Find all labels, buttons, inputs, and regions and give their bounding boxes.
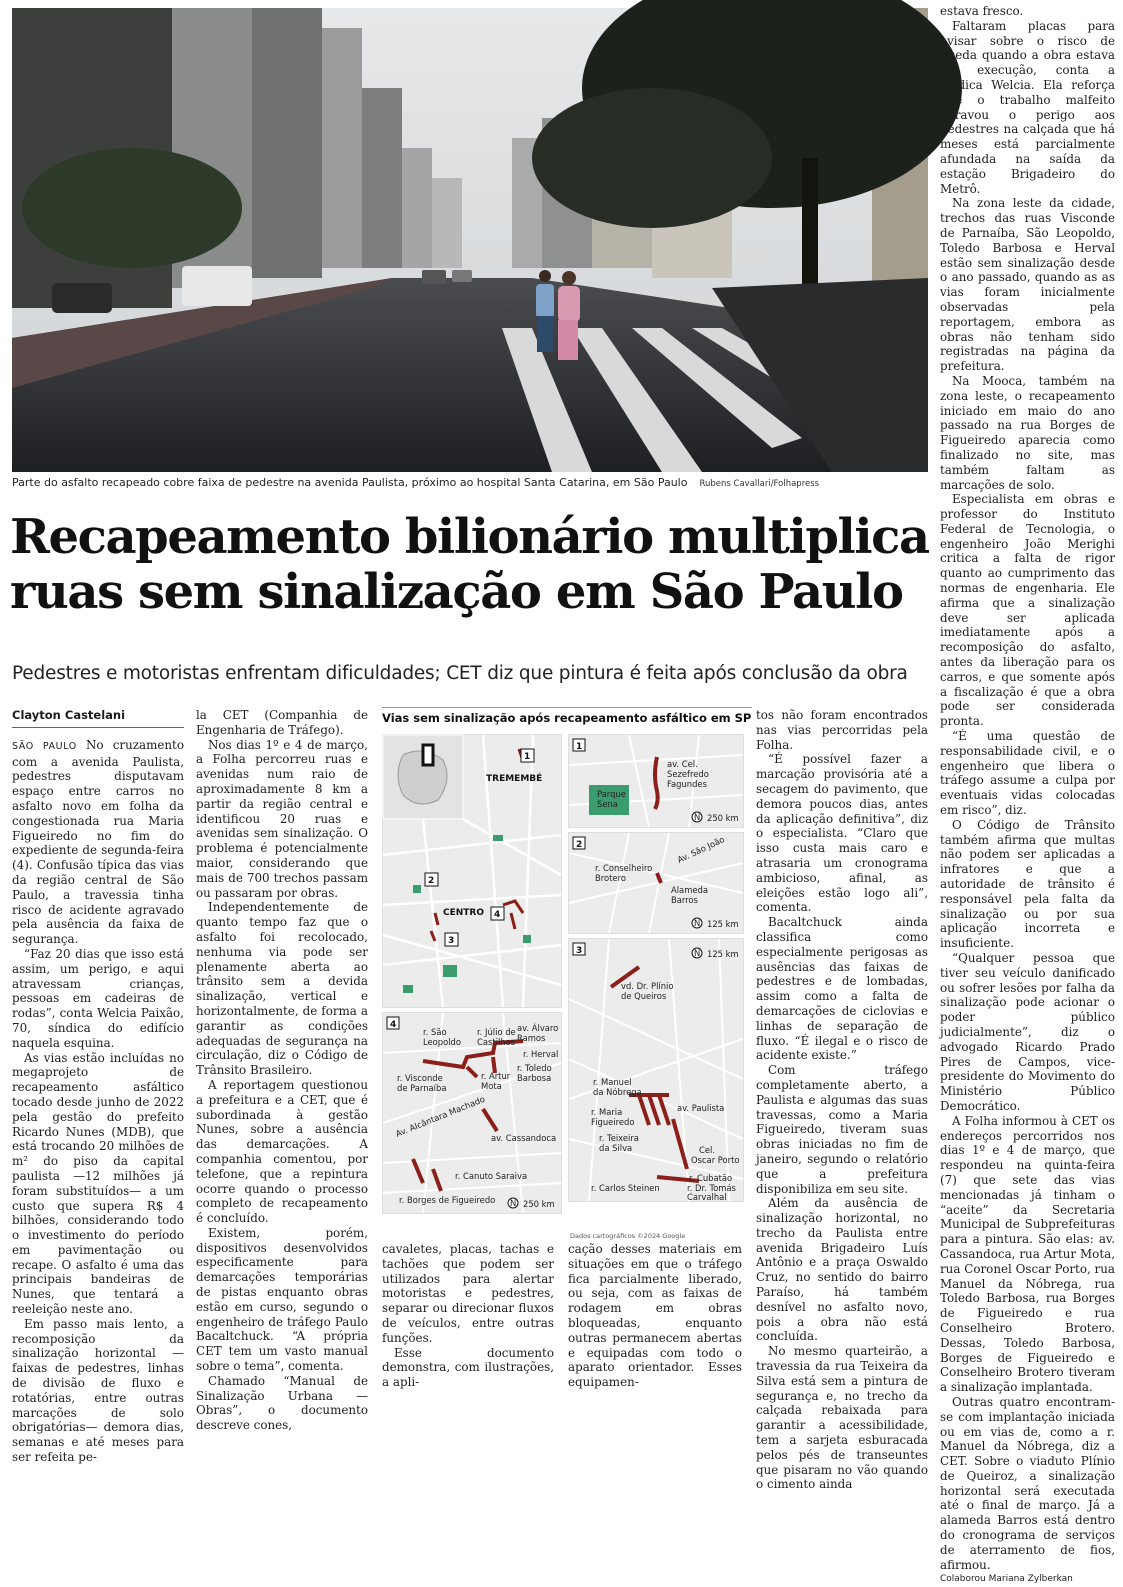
dateline: SÃO PAULO [12,740,77,752]
paragraph: estava fresco. [940,4,1024,18]
avenida-paulista-photo [12,8,928,472]
paragraph: Bacaltchuck ainda classifica como especialmente perigosas as ausências das faixas de pedestres e de lombadas, assim como a falta de demarcações de ciclovias e linhas de separação de fluxo. “É ilegal e o risco de acidente existe.” [756,915,928,1063]
overview-label-centro: CENTRO [443,908,485,918]
paragraph: Chamado “Manual de Sinalização Urbana — Obras”, o documento descreve cones, [196,1373,368,1433]
map3-c: r. Maria [591,1107,623,1117]
overview-label-tremembe: TREMEMBÉ [486,774,543,784]
map3-b: r. Manuel [593,1077,632,1087]
map3-a2: de Queiros [621,991,667,1001]
detail-map-2-drawing [569,833,743,933]
map1-number: 1 [576,742,583,752]
article-column-1 [12,708,184,1465]
article-column-3-bottom [382,1242,554,1390]
map4-b2: Castilhos [477,1037,516,1047]
map4-b: r. Júlio de [477,1027,516,1037]
map4-scale: 250 km [523,1199,555,1209]
map3-d2: da Silva [599,1143,633,1153]
map3-f2: Oscar Porto [691,1155,740,1165]
map-title-rule [382,707,752,708]
paragraph: Nos dias 1º e 4 de março, a Folha percorreu ruas e avenidas num raio de aproximadamente 8 km a partir da região central e identificou 20 ruas e avenidas sem sinalização. O problema é potencialmente maior, considerando que mais de 700 trechos passam ou passaram por obras. [196,737,368,900]
detail-map-3 [568,938,744,1202]
detail-map-2 [568,832,744,934]
byline: Clayton Castelani [12,708,184,728]
map2-scale: 125 km [707,919,739,929]
article-column-6 [940,4,1115,1585]
paragraph: tos não foram encontrados nas vias percorridas pela Folha. [756,708,928,752]
article-column-5 [756,708,928,1492]
paragraph [12,738,184,947]
paragraph: Especialista em obras e professor do Instituto Federal de Tecnologia, o engenheiro João Merighi critica a falta de rigor quanto ao cumprimento das normas de engenharia. Ele afirma que a sinalização deve ser aplicada imediatamente após a recomposição do asfalto, antes da liberação para os carros, e que somente após a fiscalização é que a obra pode ser considerada pronta. [940,492,1115,729]
paragraph: “Qualquer pessoa que tiver seu veículo danificado ou sofrer lesões por falha da sinalização pode acionar o poder público judicialmente”, diz o advogado Ricardo Prado Pires de Campos, vice-presidente do Movimento do Ministério Público Democrático. [940,951,1115,1113]
map4-a2: Leopoldo [423,1037,462,1047]
map4-e: r. Visconde [397,1073,443,1083]
map2-street-c: Alameda [671,885,708,895]
map4-i: av. Cassandoca [491,1133,557,1143]
map1-park-line1: Parque [597,789,626,799]
paragraph: Outras quatro encontram-se com implantação iniciada ou em vias de, como a r. Manuel da Nóbrega, diz a CET. Sobre o viaduto Plínio de Queiroz, a sinalização horizontal será executada até o final de março. Já a alameda Barros está dentro do cronograma de serviços de aterramento de fios, afirmou. [940,1394,1115,1572]
map1-scale: 250 km [707,813,739,823]
overview-label-1: 1 [524,752,531,762]
map2-street-c2: Barros [671,895,698,905]
map4-k: r. Borges de Figueiredo [399,1195,496,1205]
paragraph: cação desses materiais em situações em que o tráfego fica parcialmente liberado, ou seja, com as faixas de rodagem em obras bloqueadas, enquanto outras permanecem abertas e equipadas com todo o aparato orientador. Esses equipamen- [568,1242,742,1390]
map3-scale: 125 km [707,949,739,959]
overview-map [382,734,562,1008]
map2-street-a: r. Conselheiro [595,863,653,873]
map1-street-line3: Fagundes [667,779,707,789]
map4-h: Av. Alcântara Machado [394,1093,487,1139]
paragraph: Existem, porém, dispositivos desenvolvidos especificamente para demarcações temporárias de pistas enquanto obras estão em curso, segundo o engenheiro de tráfego Paulo Bacaltchuck. “A própria CET tem um vasto manual sobre o tema”, comenta. [196,1225,368,1374]
paragraph: O Código de Trânsito também afirma que multas não podem ser aplicadas a infratores e que a autoridade de trânsito é responsável pela falta da sinalização ou por sua aplicação incorreta e insuficiente. [940,817,1115,951]
map4-e2: de Parnaíba [397,1083,447,1093]
map3-d: r. Teixeira [599,1133,639,1143]
paragraph: Independentemente de quanto tempo faz que o asfalto foi recolocado, nenhuma via pode ser plenamente aberta ao trânsito sem a devida sinalização, vertical e horizontalmente, de forma a garantir as condições adequadas de segurança na circulação, diz o Código de Trânsito Brasileiro. [196,900,368,1078]
map3-c2: Figueiredo [591,1117,635,1127]
paragraph: Na Mooca, também na zona leste, o recapeamento iniciado em maio do ano passado na rua Borges de Figueiredo aparecia como finalizado no site, mas também faltam as marcações de solo. [940,373,1115,492]
article-column-2 [196,708,368,1433]
caption-text: Parte do asfalto recapeado cobre faixa de pedestre na avenida Paulista, próximo ao hospital Santa Catarina, em São Paulo [12,476,688,489]
detail-map-1 [568,734,744,828]
map3-b2: da Nóbrega [593,1087,642,1097]
map2-north: N [694,918,701,928]
map4-c2: Ramos [517,1033,546,1043]
map1-park-line2: Sena [597,799,618,809]
map1-street-line2: Sezefredo [667,769,709,779]
detail-map-3-drawing [569,939,743,1201]
map4-j: r. Canuto Saraiva [455,1171,528,1181]
map4-north: N [510,1198,517,1208]
hero-photo [12,8,928,472]
paragraph: Além da ausência de sinalização horizontal, no trecho da Paulista entre avenida Brigadeiro Luís Antônio e a praça Oswaldo Cruz, no sentido do bairro Paraíso, há também desnível no asfalto novo, pois a obra não está concluída. [756,1196,928,1344]
paragraph: A reportagem questionou a prefeitura e a CET, que é subordinada à gestão Nunes, sobre a ausência das demarcações. A companhia comentou, por telefone, que a repintura ocorre quando o processo completo de recapeamento é concluído. [196,1077,368,1226]
paragraph-text: No cruzamento com a avenida Paulista, pedestres disputavam espaço entre carros no asfalto novo em folha da congestionada rua Maria Figueiredo no fim do expediente de segunda-feira (4). Confusão típica das vias da região central de São Paulo, a travessia tinha risco de acidente agravado pela ausência da faixa de segurança. [12,737,184,947]
map4-c: av. Álvaro [517,1023,559,1033]
map3-e: av. Paulista [677,1103,725,1113]
headline-line-2: ruas sem sinalização em São Paulo [10,564,903,620]
paragraph: No mesmo quarteirão, a travessia da rua Teixeira da Silva está sem a pintura de segurança e, no trecho da calçada rebaixada para garantir a acessibilidade, tem a sarjeta esburacada pelos pés de transeuntes que pisaram no vão quando o cimento ainda [756,1344,928,1492]
map3-i2: Carvalhal [687,1192,727,1202]
subheadline: Pedestres e motoristas enfrentam dificuldades; CET diz que pintura é feita após conclusão da obra [12,663,908,684]
photo-credit: Rubens Cavallari/Folhapress [699,479,820,489]
paragraph: “Faz 20 dias que isso está assim, um perigo, e aqui atravessam crianças, pessoas em cadeiras de rodas”, conta Welcia Paixão, 70, síndica do edifício naquela esquina. [12,946,184,1050]
map4-g2: Barbosa [517,1073,552,1083]
map4-f: r. Artur [481,1071,511,1081]
paragraph: Faltaram placas para avisar sobre o risco de queda quando a obra estava em execução, conta a síndica Welcia. Ela reforça que o trabalho malfeito agravou o perigo aos pedestres na calçada que há meses está parcialmente afundada na saída da estação Brigadeiro do Metrô. [940,18,1115,196]
paragraph: Na zona leste da cidade, trechos das ruas Visconde de Parnaíba, São Leopoldo, Toledo Barbosa e Herval estão sem sinalização desde o ano passado, quando as as vias foram inicialmente observadas pela reportagem, embora as obras não tenham sido registradas na página da prefeitura. [940,196,1115,374]
headline [10,510,940,620]
map3-a: vd. Dr. Plínio [621,981,674,991]
paragraph: “É possível fazer a marcação provisória até a secagem do pavimento, que demora poucos dias, antes da aplicação definitiva”, diz o especialista. “Claro que isso custa mais caro e atrasaria um cronograma ambicioso, afinal, as eleições estão logo ali”, comenta. [756,752,928,915]
map3-north: N [694,948,701,958]
paragraph: Esse documento demonstra, com ilustrações, a apli- [382,1345,554,1390]
overview-map-drawing [383,735,561,1007]
photo-caption [12,476,928,491]
paragraph: “É uma questão de responsabilidade civil, e o engenheiro que libera o tráfego assume a culpa por eventuais vidas colocadas em risco”, diz. [940,729,1115,818]
detail-map-1-drawing [569,735,743,827]
paragraph: Com tráfego completamente aberto, a Paulista e algumas das suas travessas, como a Maria Figueiredo, tiveram suas obras iniciadas no fim de janeiro, segundo o relatório que a prefeitura disponibiliza em seu site. [756,1063,928,1196]
overview-label-2: 2 [428,876,435,886]
map4-a: r. São [423,1027,447,1037]
map3-h: r. Carlos Steinen [591,1183,660,1193]
map1-north: N [694,812,701,822]
map3-i: r. Dr. Tomás [687,1183,736,1193]
paragraph: la CET (Companhia de Engenharia de Tráfego). [196,708,368,737]
map3-f: Cel. [699,1145,715,1155]
overview-label-3: 3 [448,936,455,946]
map3-number: 3 [576,946,583,956]
map3-g: r. Cubatão [689,1173,733,1183]
headline-line-1: Recapeamento bilionário multiplica [10,509,929,565]
map4-d: r. Herval [523,1049,559,1059]
paragraph: As vias estão incluídas no megaprojeto de recapeamento asfáltico tocado desde junho de 2022 pela gestão do prefeito Ricardo Nunes (MDB), que está trocando 20 milhões de m² do piso da capital paulista —12 milhões já foram substituídos— a um custo que supera R$ 4 bilhões, considerando todo o investimento do período em pavimentação ou recape. O asfalto é uma das principais bandeiras de Nunes, que tentará a reeleição neste ano. [12,1050,184,1317]
map1-street-line1: av. Cel. [667,759,698,769]
paragraph: cavaletes, placas, tachas e tachões que podem ser utilizados para alertar motoristas e pedestres, separar ou direcionar fluxos de veículos, entre outras funções. [382,1242,554,1345]
map2-number: 2 [576,840,583,850]
overview-label-4: 4 [494,910,501,920]
map4-f2: Mota [481,1081,502,1091]
map2-street-a2: Brotero [595,873,626,883]
paragraph: Em passo mais lento, a recomposição da sinalização horizontal —faixas de pedestres, linhas de divisão de fluxo e rotatórias, entre outras marcações de solo obrigatórias— demora dias, semanas e até meses para ser refeita pe- [12,1316,184,1465]
map4-number: 4 [390,1020,397,1030]
paragraph: A Folha informou à CET os endereços percorridos nos dias 1º e 4 de março, que respondeu na quinta-feira (7) que sete das vias mencionadas já tinham o “aceite” da Secretaria Municipal de Subprefeituras para a pintura. São elas: av. Cassandoca, rua Artur Mota, rua Coronel Oscar Porto, rua Manuel da Nóbrega, rua Toledo Barbosa, rua Borges de Figueiredo e rua Conselheiro Brotero. Dessas, Toledo Barbosa, Borges de Figueiredo e Conselheiro Brotero tiveram a sinalização implantada. [940,1113,1115,1395]
map-title: Vias sem sinalização após recapeamento asfáltico em SP [382,711,752,725]
map2-street-b: Av. São João [675,834,727,865]
map-source: Dados cartográficos ©2024 Google [570,1232,686,1240]
map4-g: r. Toledo [517,1063,552,1073]
detail-map-4 [382,1012,562,1214]
detail-map-4-drawing [383,1013,561,1213]
collaborator-credit: Colaborou Mariana Zylberkan [940,1574,1073,1585]
article-column-4-bottom [568,1242,742,1390]
